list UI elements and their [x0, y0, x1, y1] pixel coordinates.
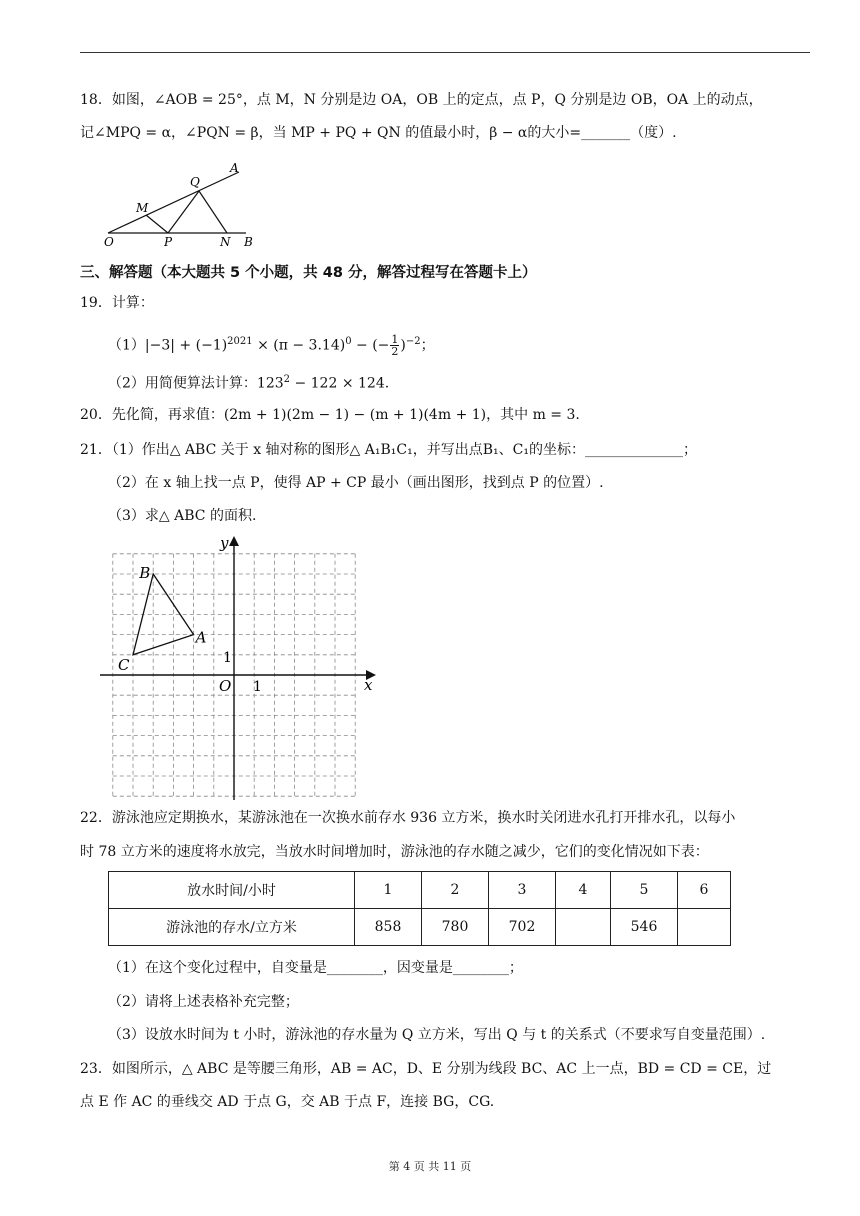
q23-line2: 点 E 作 AC 的垂线交 AD 于点 G，交 AB 于点 F，连接 BG，CG.	[80, 1094, 495, 1110]
table-cell: 3	[489, 872, 556, 909]
q21-part2: （2）在 x 轴上找一点 P，使得 AP + CP 最小（画出图形，找到点 P 的位置）.	[108, 475, 604, 491]
y-axis-arrow	[229, 536, 239, 546]
q22-part1: （1）在这个变化过程中，自变量是________，因变量是________；	[108, 960, 523, 976]
table-cell	[678, 909, 731, 946]
table-cell: 游泳池的存水/立方米	[109, 909, 355, 946]
table-cell: 702	[489, 909, 556, 946]
q22-part2: （2）请将上述表格补充完整；	[108, 994, 299, 1010]
header-rule	[80, 52, 810, 53]
unit-x-label: 1	[253, 679, 262, 695]
table-cell: 放水时间/小时	[109, 872, 355, 909]
label-B: B	[244, 235, 253, 249]
q22-part3: （3）设放水时间为 t 小时，游泳池的存水量为 Q 立方米，写出 Q 与 t 的关系式（不要求写自变量范围）.	[108, 1027, 766, 1043]
vertex-C-label: C	[118, 655, 130, 674]
x-axis-label: x	[364, 676, 373, 694]
table-row	[109, 909, 731, 946]
table-cell: 1	[355, 872, 422, 909]
fraction-one-half: $\frac{1}{2}$	[391, 333, 399, 359]
label-Q: Q	[190, 175, 200, 189]
q21-part1: 21．（1）作出△ ABC 关于 x 轴对称的图形△ A₁B₁C₁，并写出点B₁、C₁的坐标：______________；	[80, 442, 697, 458]
ray-OA	[108, 172, 239, 233]
q18-figure	[96, 160, 266, 252]
q19-head: 19．计算：	[80, 295, 154, 311]
q23-line1: 23．如图所示，△ ABC 是等腰三角形，AB = AC，D、E 分别为线段 BC、AC 上一点，BD = CD = CE，过	[80, 1061, 772, 1077]
section3-title: 三、解答题（本大题共 5 个小题，共 48 分，解答过程写在答题卡上）	[80, 265, 537, 281]
q22-line1: 22．游泳池应定期换水，某游泳池在一次换水前存水 936 立方米，换水时关闭进水孔打开排水孔，以每小	[80, 810, 736, 826]
label-M: M	[136, 201, 149, 215]
table-row	[109, 872, 731, 909]
segment-QN	[199, 191, 227, 233]
q21-coordinate-grid	[98, 530, 388, 805]
table-cell	[556, 909, 611, 946]
y-axis-label: y	[220, 534, 229, 552]
q21-part3: （3）求△ ABC 的面积.	[108, 508, 257, 524]
page-footer: 第 4 页 共 11 页	[388, 1160, 472, 1173]
q22-line2: 时 78 立方米的速度将水放完，当放水时间增加时，游泳池的存水随之减少，它们的变化情况如下表：	[80, 844, 709, 860]
table-cell: 6	[678, 872, 731, 909]
origin-label: O	[219, 677, 232, 695]
vertex-B-label: B	[139, 564, 151, 582]
label-N: N	[220, 235, 231, 249]
table-cell: 4	[556, 872, 611, 909]
vertex-A-label: A	[195, 628, 207, 647]
table-cell: 546	[611, 909, 678, 946]
label-P: P	[164, 235, 173, 249]
table-cell: 5	[611, 872, 678, 909]
q20-text: 20．先化简，再求值：(2m + 1)(2m − 1) − (m + 1)(4m + 1)，其中 m = 3.	[80, 407, 580, 423]
label-O: O	[104, 235, 114, 249]
table-cell: 858	[355, 909, 422, 946]
label-A: A	[230, 161, 239, 175]
table-cell: 780	[422, 909, 489, 946]
q18-line2: 记∠MPQ = α，∠PQN = β，当 MP + PQ + QN 的值最小时，β − α的大小=_______（度）.	[80, 125, 677, 141]
table-cell: 2	[422, 872, 489, 909]
unit-y-label: 1	[223, 650, 232, 666]
q19-part1: $(1)|-3| + (-1)^{2021} \times (\pi - 3.14)^0$ − (− $\frac{1}{2}$ )$^{-2}$；	[108, 333, 435, 359]
water-table	[108, 871, 731, 946]
q18-line1: 18．如图，∠AOB = 25°，点 M，N 分别是边 OA，OB 上的定点，点 P，Q 分别是边 OB，OA 上的动点，	[80, 92, 763, 108]
q19-part2: （2）用简便算法计算：$123^2 - 122 \times 124$.	[108, 374, 390, 392]
segment-MP	[146, 215, 168, 233]
